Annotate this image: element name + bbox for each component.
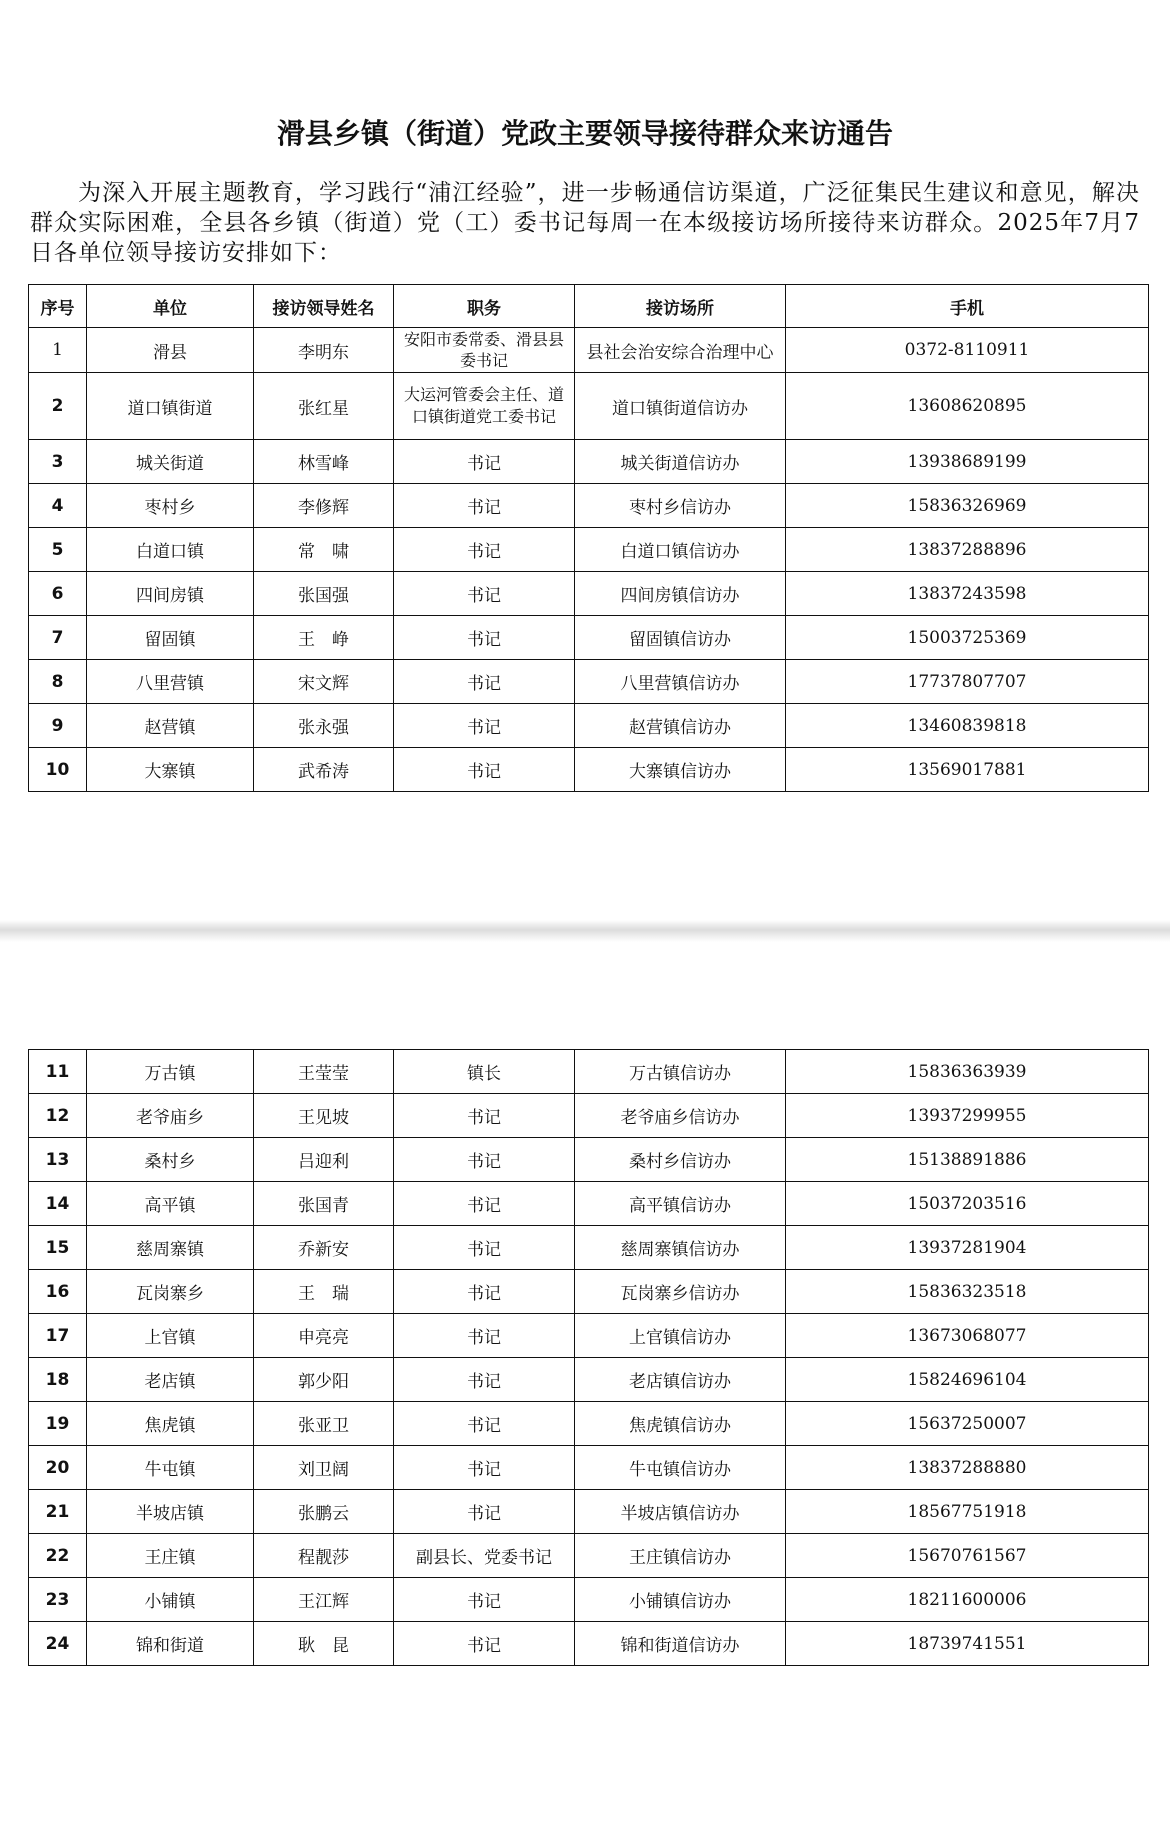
cell-position: 书记 — [394, 1402, 575, 1446]
cell-venue: 留固镇信访办 — [575, 616, 786, 660]
cell-venue: 县社会治安综合治理中心 — [575, 328, 786, 373]
cell-seq: 24 — [29, 1622, 87, 1666]
cell-unit: 瓦岗寨乡 — [87, 1270, 254, 1314]
table-row — [29, 440, 1149, 484]
cell-seq: 16 — [29, 1270, 87, 1314]
header-phone: 手机 — [786, 285, 1149, 328]
cell-unit: 小铺镇 — [87, 1578, 254, 1622]
cell-phone: 13937299955 — [786, 1094, 1149, 1138]
cell-phone: 15836326969 — [786, 484, 1149, 528]
cell-venue: 老爷庙乡信访办 — [575, 1094, 786, 1138]
cell-venue: 老店镇信访办 — [575, 1358, 786, 1402]
cell-unit: 老店镇 — [87, 1358, 254, 1402]
cell-leader-name: 程靓莎 — [254, 1534, 394, 1578]
cell-phone: 13937281904 — [786, 1226, 1149, 1270]
cell-phone: 0372-8110911 — [786, 328, 1149, 373]
table-row — [29, 373, 1149, 440]
cell-venue: 上官镇信访办 — [575, 1314, 786, 1358]
cell-leader-name: 张鹏云 — [254, 1490, 394, 1534]
cell-phone: 15836363939 — [786, 1050, 1149, 1094]
cell-unit: 白道口镇 — [87, 528, 254, 572]
cell-leader-name: 乔新安 — [254, 1226, 394, 1270]
cell-position: 书记 — [394, 528, 575, 572]
table-row — [29, 1094, 1149, 1138]
cell-phone: 13837288880 — [786, 1446, 1149, 1490]
cell-venue: 道口镇街道信访办 — [575, 373, 786, 440]
table-row — [29, 572, 1149, 616]
cell-position: 书记 — [394, 1182, 575, 1226]
cell-leader-name: 武希涛 — [254, 748, 394, 792]
cell-seq: 9 — [29, 704, 87, 748]
header-unit: 单位 — [87, 285, 254, 328]
cell-leader-name: 李修辉 — [254, 484, 394, 528]
cell-seq: 4 — [29, 484, 87, 528]
cell-venue: 慈周寨镇信访办 — [575, 1226, 786, 1270]
cell-venue: 小铺镇信访办 — [575, 1578, 786, 1622]
table-row — [29, 704, 1149, 748]
cell-phone: 15037203516 — [786, 1182, 1149, 1226]
cell-seq: 7 — [29, 616, 87, 660]
cell-seq: 21 — [29, 1490, 87, 1534]
cell-phone: 13837243598 — [786, 572, 1149, 616]
cell-unit: 牛屯镇 — [87, 1446, 254, 1490]
cell-position: 书记 — [394, 572, 575, 616]
cell-phone: 18739741551 — [786, 1622, 1149, 1666]
cell-phone: 13673068077 — [786, 1314, 1149, 1358]
cell-unit: 城关街道 — [87, 440, 254, 484]
table-row — [29, 528, 1149, 572]
cell-unit: 八里营镇 — [87, 660, 254, 704]
cell-leader-name: 郭少阳 — [254, 1358, 394, 1402]
cell-leader-name: 张国强 — [254, 572, 394, 616]
header-seq: 序号 — [29, 285, 87, 328]
table-row — [29, 660, 1149, 704]
cell-phone: 13938689199 — [786, 440, 1149, 484]
cell-unit: 赵营镇 — [87, 704, 254, 748]
cell-unit: 大寨镇 — [87, 748, 254, 792]
cell-unit: 锦和街道 — [87, 1622, 254, 1666]
cell-venue: 桑村乡信访办 — [575, 1138, 786, 1182]
cell-venue: 大寨镇信访办 — [575, 748, 786, 792]
cell-unit: 上官镇 — [87, 1314, 254, 1358]
cell-phone: 15670761567 — [786, 1534, 1149, 1578]
reception-table-page-1 — [28, 284, 1149, 792]
cell-venue: 牛屯镇信访办 — [575, 1446, 786, 1490]
cell-position — [394, 328, 575, 373]
cell-venue: 赵营镇信访办 — [575, 704, 786, 748]
cell-position: 镇长 — [394, 1050, 575, 1094]
cell-unit: 慈周寨镇 — [87, 1226, 254, 1270]
cell-position: 书记 — [394, 1270, 575, 1314]
document-title: 滑县乡镇（街道）党政主要领导接待群众来访通告 — [276, 117, 893, 150]
cell-venue: 万古镇信访办 — [575, 1050, 786, 1094]
cell-seq: 2 — [29, 373, 87, 440]
cell-seq: 18 — [29, 1358, 87, 1402]
cell-leader-name: 张永强 — [254, 704, 394, 748]
cell-position: 书记 — [394, 1358, 575, 1402]
table-row — [29, 1270, 1149, 1314]
cell-position: 大运河管委会主任、道口镇街道党工委书记 — [394, 373, 575, 440]
cell-leader-name: 张国青 — [254, 1182, 394, 1226]
cell-seq: 17 — [29, 1314, 87, 1358]
cell-phone: 15637250007 — [786, 1402, 1149, 1446]
cell-phone: 18567751918 — [786, 1490, 1149, 1534]
cell-leader-name: 宋文辉 — [254, 660, 394, 704]
cell-leader-name: 王江辉 — [254, 1578, 394, 1622]
cell-position: 书记 — [394, 484, 575, 528]
cell-unit: 半坡店镇 — [87, 1490, 254, 1534]
cell-seq: 3 — [29, 440, 87, 484]
cell-seq: 15 — [29, 1226, 87, 1270]
cell-phone: 18211600006 — [786, 1578, 1149, 1622]
cell-phone: 13460839818 — [786, 704, 1149, 748]
cell-position: 副县长、党委书记 — [394, 1534, 575, 1578]
cell-position-text: 安阳市委常委、滑县县委书记 — [403, 330, 564, 370]
cell-seq: 10 — [29, 748, 87, 792]
cell-phone: 15824696104 — [786, 1358, 1149, 1402]
cell-unit: 桑村乡 — [87, 1138, 254, 1182]
cell-leader-name: 刘卫阔 — [254, 1446, 394, 1490]
cell-venue: 锦和街道信访办 — [575, 1622, 786, 1666]
cell-seq: 6 — [29, 572, 87, 616]
cell-position: 书记 — [394, 748, 575, 792]
cell-seq: 11 — [29, 1050, 87, 1094]
table-row — [29, 1402, 1149, 1446]
cell-leader-name: 王 瑞 — [254, 1270, 394, 1314]
cell-venue: 瓦岗寨乡信访办 — [575, 1270, 786, 1314]
table-row — [29, 1446, 1149, 1490]
table-row — [29, 1050, 1149, 1094]
cell-phone: 15836323518 — [786, 1270, 1149, 1314]
table-row — [29, 1358, 1149, 1402]
cell-leader-name: 耿 昆 — [254, 1622, 394, 1666]
cell-position: 书记 — [394, 1138, 575, 1182]
cell-position: 书记 — [394, 616, 575, 660]
cell-seq: 12 — [29, 1094, 87, 1138]
cell-leader-name: 常 啸 — [254, 528, 394, 572]
cell-venue: 四间房镇信访办 — [575, 572, 786, 616]
document-intro: 为深入开展主题教育，学习践行“浦江经验”，进一步畅通信访渠道，广泛征集民生建议和意见，解决群众实际困难，全县各乡镇（街道）党（工）委书记每周一在本级接访场所接待来访群众。2025年7月7日各单位领导接访安排如下： — [30, 180, 1140, 266]
cell-unit: 高平镇 — [87, 1182, 254, 1226]
header-position: 职务 — [394, 285, 575, 328]
table-row — [29, 1534, 1149, 1578]
cell-seq: 22 — [29, 1534, 87, 1578]
cell-leader-name: 吕迎利 — [254, 1138, 394, 1182]
cell-phone: 15138891886 — [786, 1138, 1149, 1182]
cell-unit: 枣村乡 — [87, 484, 254, 528]
cell-venue: 白道口镇信访办 — [575, 528, 786, 572]
cell-unit: 道口镇街道 — [87, 373, 254, 440]
cell-phone: 13608620895 — [786, 373, 1149, 440]
cell-position: 书记 — [394, 1446, 575, 1490]
cell-position: 书记 — [394, 1578, 575, 1622]
table-row — [29, 1226, 1149, 1270]
cell-leader-name: 王莹莹 — [254, 1050, 394, 1094]
header-leader-name: 接访领导姓名 — [254, 285, 394, 328]
cell-position: 书记 — [394, 1094, 575, 1138]
cell-position: 书记 — [394, 440, 575, 484]
cell-position: 书记 — [394, 1622, 575, 1666]
cell-phone: 13837288896 — [786, 528, 1149, 572]
table-row — [29, 1578, 1149, 1622]
table-header-row — [29, 285, 1149, 328]
cell-phone: 15003725369 — [786, 616, 1149, 660]
cell-leader-name: 王 峥 — [254, 616, 394, 660]
table-row — [29, 1314, 1149, 1358]
table-row — [29, 1138, 1149, 1182]
cell-leader-name: 张红星 — [254, 373, 394, 440]
cell-leader-name: 张亚卫 — [254, 1402, 394, 1446]
cell-position: 书记 — [394, 1226, 575, 1270]
cell-phone: 17737807707 — [786, 660, 1149, 704]
cell-seq: 19 — [29, 1402, 87, 1446]
cell-unit: 王庄镇 — [87, 1534, 254, 1578]
table-row — [29, 1182, 1149, 1226]
cell-unit: 万古镇 — [87, 1050, 254, 1094]
cell-seq: 23 — [29, 1578, 87, 1622]
cell-unit: 老爷庙乡 — [87, 1094, 254, 1138]
cell-venue: 高平镇信访办 — [575, 1182, 786, 1226]
cell-unit: 焦虎镇 — [87, 1402, 254, 1446]
page-separator — [0, 920, 1170, 942]
table-row — [29, 1490, 1149, 1534]
cell-seq: 1 — [29, 328, 87, 373]
cell-unit: 四间房镇 — [87, 572, 254, 616]
table-row — [29, 616, 1149, 660]
cell-unit: 滑县 — [87, 328, 254, 373]
cell-seq: 14 — [29, 1182, 87, 1226]
cell-venue: 半坡店镇信访办 — [575, 1490, 786, 1534]
cell-leader-name: 王见坡 — [254, 1094, 394, 1138]
table-row — [29, 484, 1149, 528]
cell-unit: 留固镇 — [87, 616, 254, 660]
cell-position: 书记 — [394, 660, 575, 704]
cell-venue: 城关街道信访办 — [575, 440, 786, 484]
reception-table-page-2 — [28, 1049, 1149, 1666]
cell-seq: 8 — [29, 660, 87, 704]
cell-seq: 13 — [29, 1138, 87, 1182]
cell-leader-name: 申亮亮 — [254, 1314, 394, 1358]
table-row — [29, 328, 1149, 373]
cell-phone: 13569017881 — [786, 748, 1149, 792]
cell-seq: 20 — [29, 1446, 87, 1490]
header-venue: 接访场所 — [575, 285, 786, 328]
table-row — [29, 748, 1149, 792]
cell-position: 书记 — [394, 1314, 575, 1358]
cell-position: 书记 — [394, 1490, 575, 1534]
cell-leader-name: 林雪峰 — [254, 440, 394, 484]
cell-venue: 王庄镇信访办 — [575, 1534, 786, 1578]
cell-venue: 八里营镇信访办 — [575, 660, 786, 704]
cell-venue: 枣村乡信访办 — [575, 484, 786, 528]
cell-venue: 焦虎镇信访办 — [575, 1402, 786, 1446]
cell-seq: 5 — [29, 528, 87, 572]
cell-leader-name: 李明东 — [254, 328, 394, 373]
table-row — [29, 1622, 1149, 1666]
cell-position: 书记 — [394, 704, 575, 748]
